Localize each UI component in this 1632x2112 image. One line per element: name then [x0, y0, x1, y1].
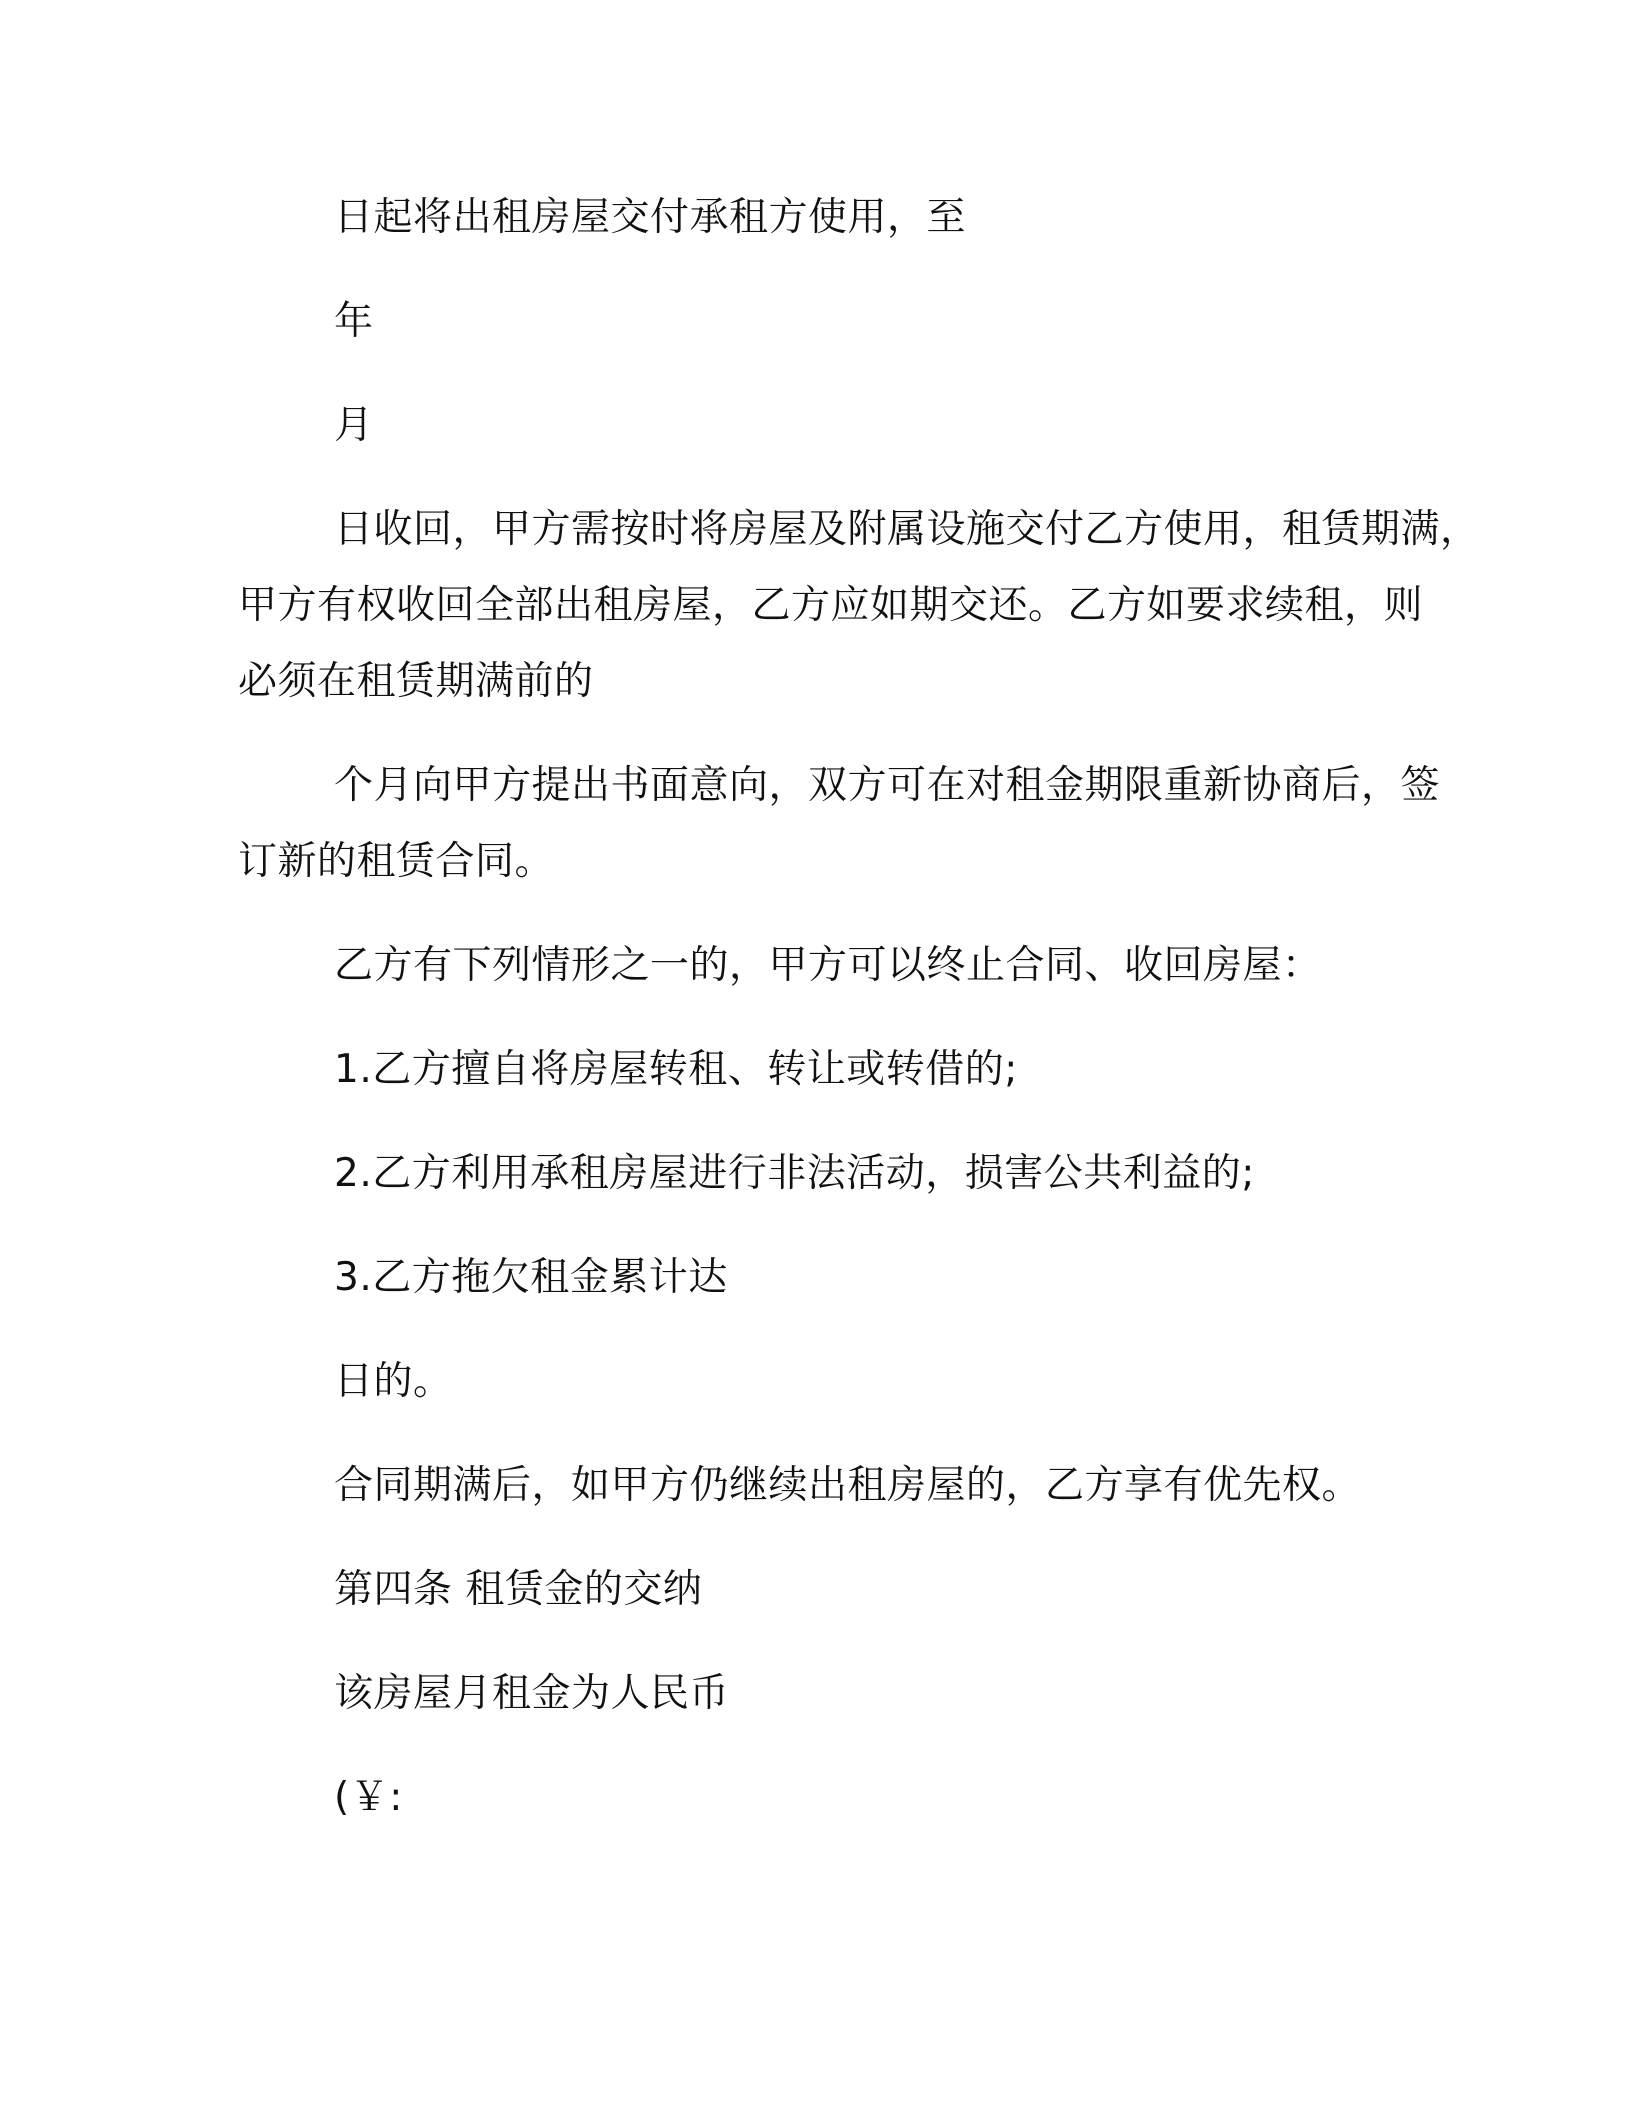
text-line-delivery: 日起将出租房屋交付承租方使用，至	[334, 195, 967, 240]
text-line-renewal: 个月向甲方提出书面意向，双方可在对租金期限重新协商后，签	[334, 763, 1441, 808]
section-heading-article-4: 第四条 租赁金的交纳	[334, 1567, 703, 1612]
text-line-rmb-amount: (￥:	[334, 1775, 403, 1820]
list-item-1: 1.乙方擅自将房屋转租、转让或转借的;	[334, 1047, 1018, 1092]
text-line-days: 日的。	[334, 1359, 453, 1404]
text-line-recovery-cont-1: 甲方有权收回全部出租房屋，乙方应如期交还。乙方如要求续租，则	[238, 583, 1424, 628]
text-line-monthly-rent: 该房屋月租金为人民币	[334, 1671, 730, 1716]
text-line-priority: 合同期满后，如甲方仍继续出租房屋的，乙方享有优先权。	[334, 1463, 1362, 1508]
text-line-month: 月	[334, 403, 374, 448]
list-item-2: 2.乙方利用承租房屋进行非法活动，损害公共利益的;	[334, 1151, 1255, 1196]
text-line-renewal-cont: 订新的租赁合同。	[238, 839, 555, 884]
text-line-termination-heading: 乙方有下列情形之一的，甲方可以终止合同、收回房屋：	[334, 943, 1322, 988]
text-line-recovery-cont-2: 必须在租赁期满前的	[238, 659, 594, 704]
text-line-year: 年	[334, 299, 374, 344]
list-item-3: 3.乙方拖欠租金累计达	[334, 1255, 728, 1300]
text-line-recovery: 日收回，甲方需按时将房屋及附属设施交付乙方使用，租赁期满，	[334, 507, 1480, 552]
